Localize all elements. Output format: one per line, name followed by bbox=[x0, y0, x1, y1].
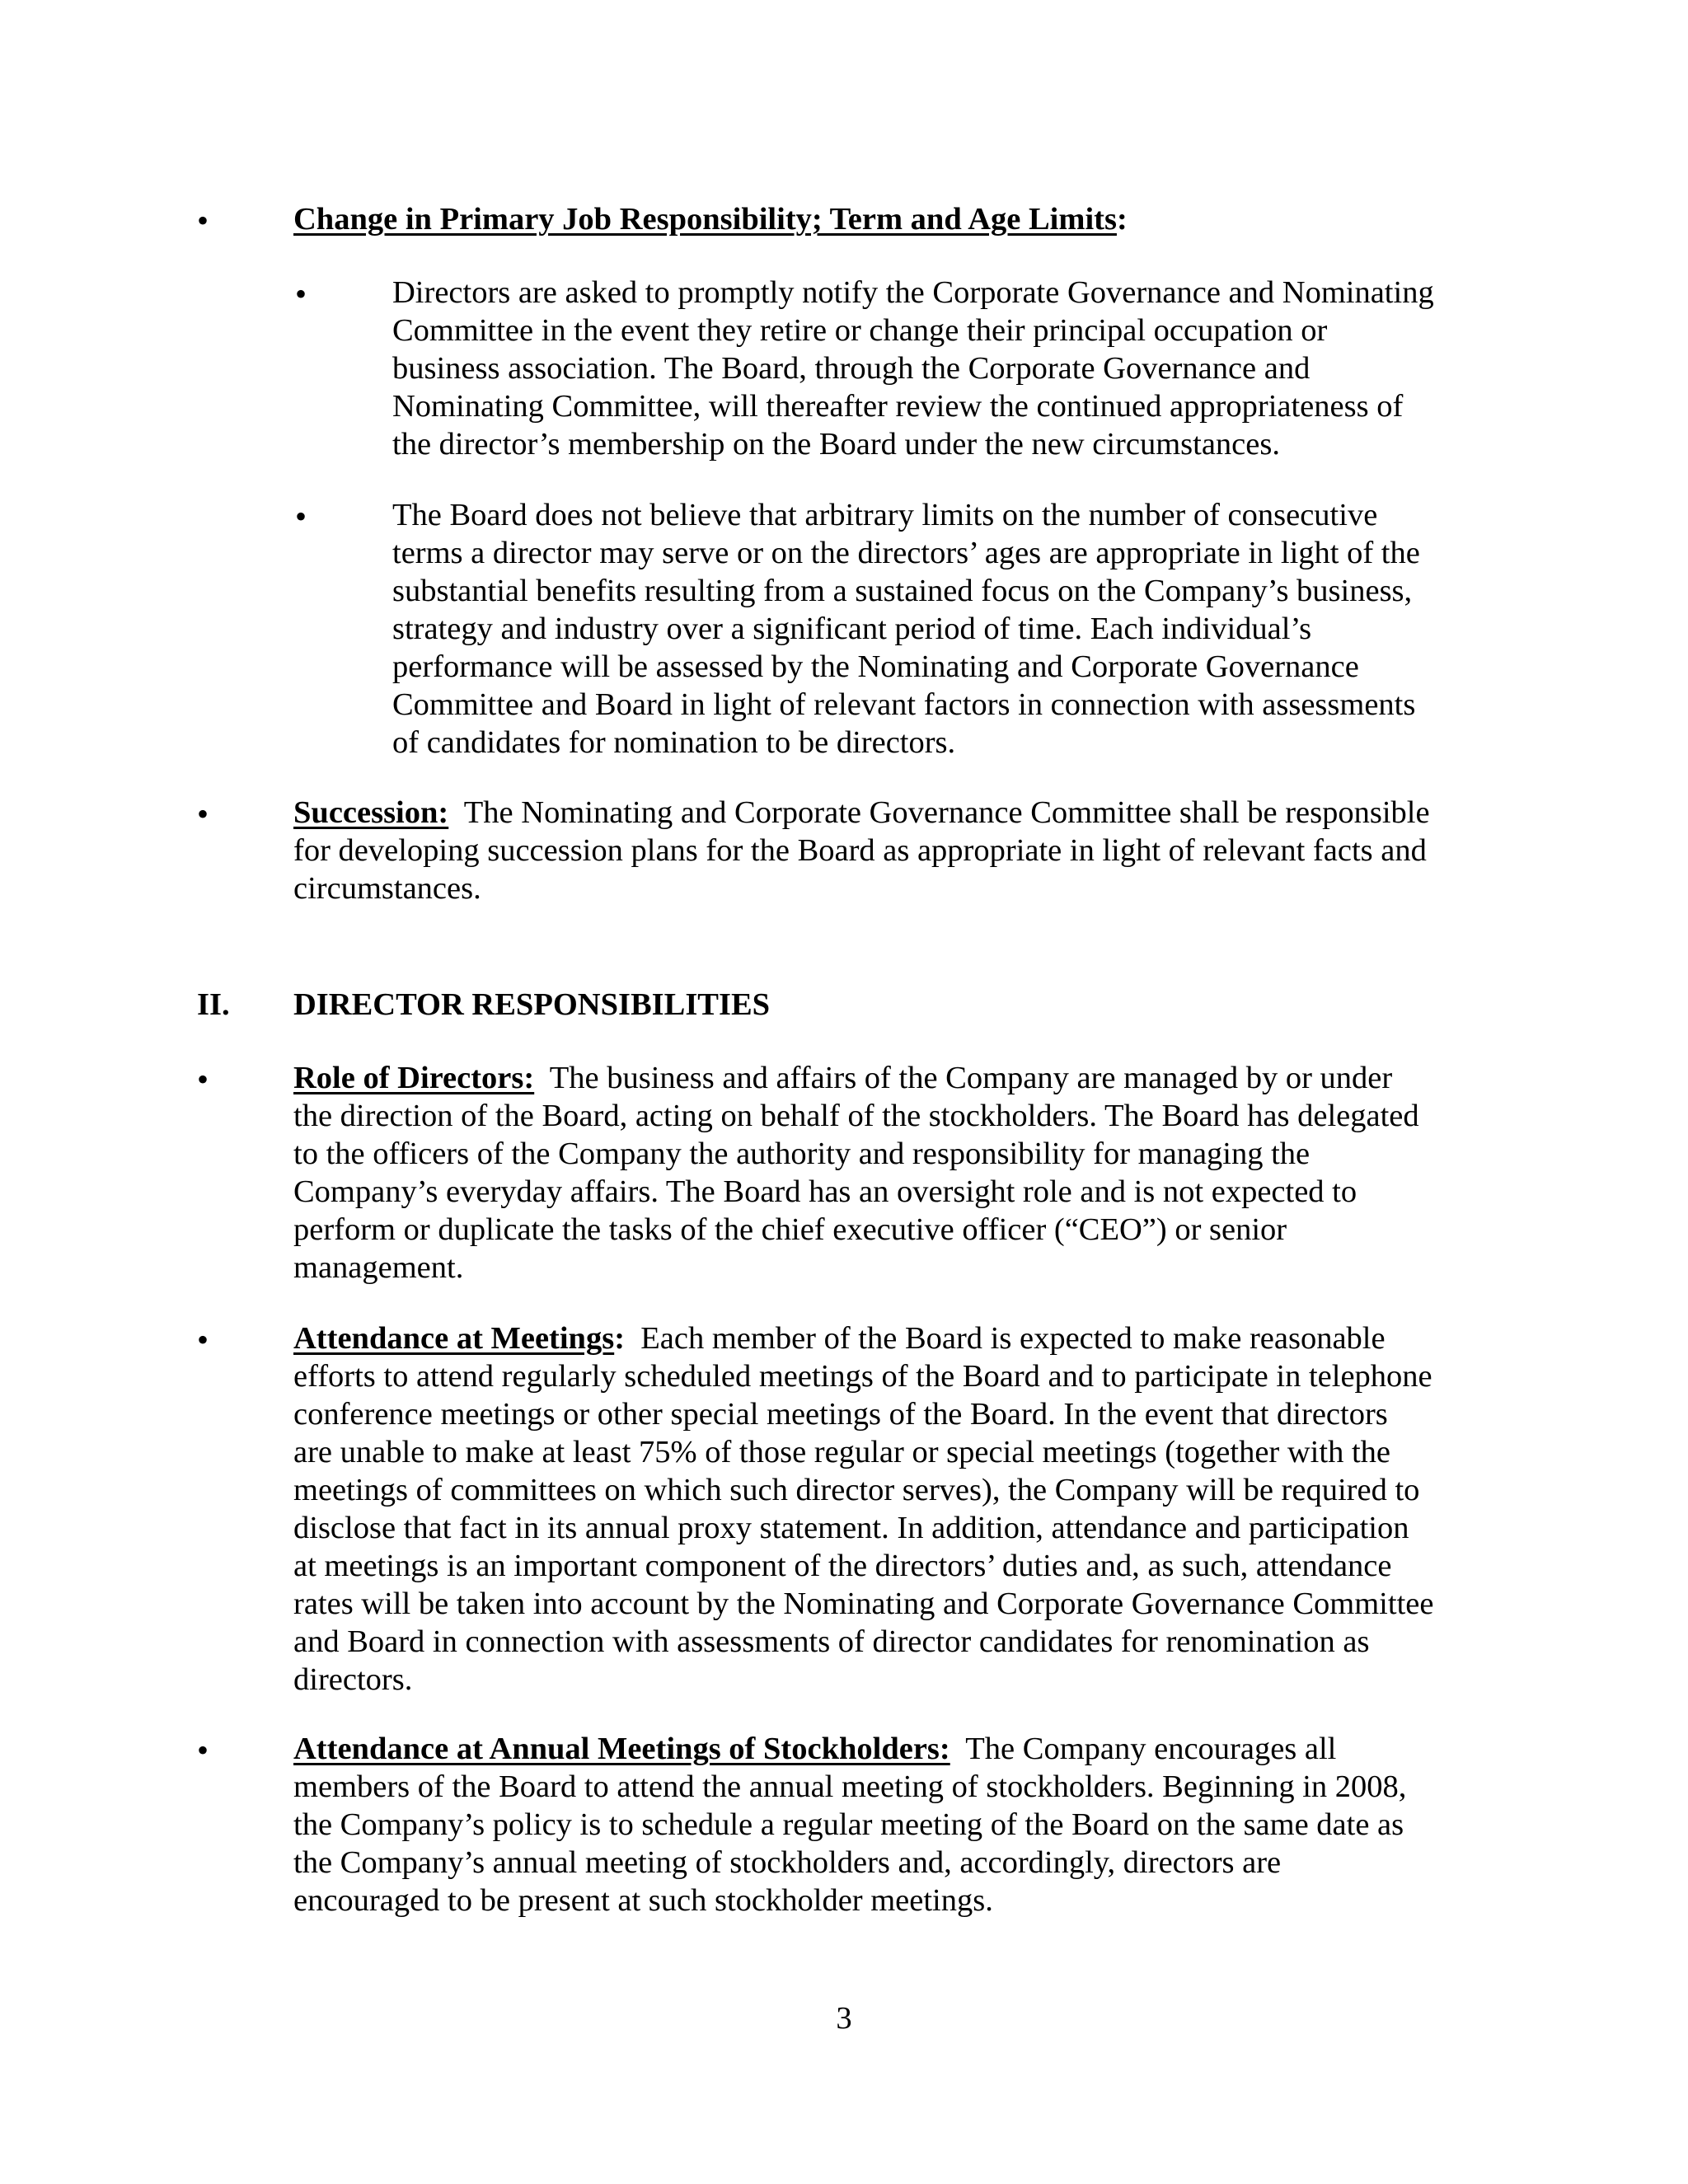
annual-label: Attendance at Annual Meetings of Stockholders: bbox=[293, 1732, 950, 1766]
text-line: Company’s everyday affairs. The Board has an oversight role and is not expected to bbox=[293, 1174, 1357, 1209]
section-change-in-responsibility bbox=[293, 200, 1128, 238]
text-line: circumstances. bbox=[293, 871, 481, 906]
text-line: to the officers of the Company the authority and responsibility for managing the bbox=[293, 1137, 1311, 1171]
text-line: The Nominating and Corporate Governance Committee shall be responsible bbox=[448, 795, 1430, 830]
text-line: rates will be taken into account by the Nominating and Corporate Governance Committee bbox=[293, 1586, 1434, 1621]
section-number: II. bbox=[197, 987, 230, 1022]
text-line: at meetings is an important component of the directors’ duties and, as such, attendance bbox=[293, 1549, 1392, 1583]
section-heading: DIRECTOR RESPONSIBILITIES bbox=[293, 987, 771, 1022]
text-line: the Company’s annual meeting of stockholders and, accordingly, directors are bbox=[293, 1845, 1282, 1880]
text-line: perform or duplicate the tasks of the chief executive officer (“CEO”) or senior bbox=[293, 1212, 1287, 1247]
text-line: Each member of the Board is expected to make reasonable bbox=[625, 1321, 1386, 1356]
label-suffix: : bbox=[614, 1321, 626, 1356]
text-line: efforts to attend regularly scheduled meetings of the Board and to participate in telephone bbox=[293, 1359, 1432, 1394]
sub-bullet-icon: • bbox=[295, 498, 307, 535]
bullet-icon: • bbox=[197, 202, 209, 239]
bullet-icon: • bbox=[197, 795, 209, 832]
text-line: terms a director may serve or on the directors’ ages are appropriate in light of the bbox=[392, 536, 1420, 570]
sub-bullet-notify-committee bbox=[392, 274, 1434, 463]
bullet-icon: • bbox=[197, 1321, 209, 1358]
text-line: of candidates for nomination to be directors. bbox=[392, 725, 956, 760]
text-line: The business and affairs of the Company are managed by or under bbox=[534, 1061, 1393, 1095]
text-line: members of the Board to attend the annual meeting of stockholders. Beginning in 2008, bbox=[293, 1769, 1407, 1804]
text-line: conference meetings or other special meetings of the Board. In the event that directors bbox=[293, 1397, 1388, 1432]
text-line: The Company encourages all bbox=[950, 1732, 1337, 1766]
section-attendance-at-meetings bbox=[293, 1319, 1433, 1699]
sub-bullet-term-limits bbox=[392, 496, 1420, 762]
text-line: disclose that fact in its annual proxy statement. In addition, attendance and participation bbox=[293, 1511, 1409, 1545]
text-line: Committee and Board in light of relevant factors in connection with assessments bbox=[392, 687, 1416, 722]
text-line: performance will be assessed by the Nominating and Corporate Governance bbox=[392, 649, 1359, 684]
title-suffix: : bbox=[1116, 202, 1128, 237]
section-role-of-directors bbox=[293, 1059, 1419, 1286]
text-line: strategy and industry over a significant period of time. Each individual’s bbox=[392, 612, 1312, 646]
text-line: Committee in the event they retire or change their principal occupation or bbox=[392, 313, 1328, 348]
bullet-icon: • bbox=[197, 1061, 209, 1098]
role-label: Role of Directors: bbox=[293, 1061, 535, 1095]
text-line: management. bbox=[293, 1250, 464, 1285]
section-succession bbox=[293, 794, 1430, 907]
text-line: for developing succession plans for the Board as appropriate in light of relevant facts and bbox=[293, 833, 1427, 868]
sub-bullet-icon: • bbox=[295, 275, 307, 312]
succession-label: Succession: bbox=[293, 795, 449, 830]
text-line: the director’s membership on the Board under the new circumstances. bbox=[392, 427, 1280, 462]
text-line: are unable to make at least 75% of those regular or special meetings (together with the bbox=[293, 1435, 1390, 1469]
section-title: Change in Primary Job Responsibility; Term and Age Limits bbox=[293, 202, 1117, 237]
text-line: The Board does not believe that arbitrary limits on the number of consecutive bbox=[392, 498, 1378, 532]
text-line: directors. bbox=[293, 1662, 413, 1697]
text-line: Nominating Committee, will thereafter review the continued appropriateness of bbox=[392, 389, 1404, 424]
text-line: encouraged to be present at such stockholder meetings. bbox=[293, 1883, 993, 1918]
text-line: Directors are asked to promptly notify the Corporate Governance and Nominating bbox=[392, 275, 1434, 310]
bullet-icon: • bbox=[197, 1732, 209, 1769]
text-line: substantial benefits resulting from a sustained focus on the Company’s business, bbox=[392, 574, 1413, 608]
text-line: meetings of committees on which such director serves), the Company will be required to bbox=[293, 1473, 1420, 1507]
text-line: the Company’s policy is to schedule a regular meeting of the Board on the same date as bbox=[293, 1807, 1404, 1842]
attendance-label: Attendance at Meetings bbox=[293, 1321, 615, 1356]
text-line: and Board in connection with assessments of director candidates for renomination as bbox=[293, 1624, 1370, 1659]
text-line: business association. The Board, through the Corporate Governance and bbox=[392, 351, 1311, 386]
section-annual-meeting-attendance bbox=[293, 1730, 1406, 1919]
text-line: the direction of the Board, acting on behalf of the stockholders. The Board has delegated bbox=[293, 1099, 1419, 1133]
page-number: 3 bbox=[836, 2001, 852, 2036]
